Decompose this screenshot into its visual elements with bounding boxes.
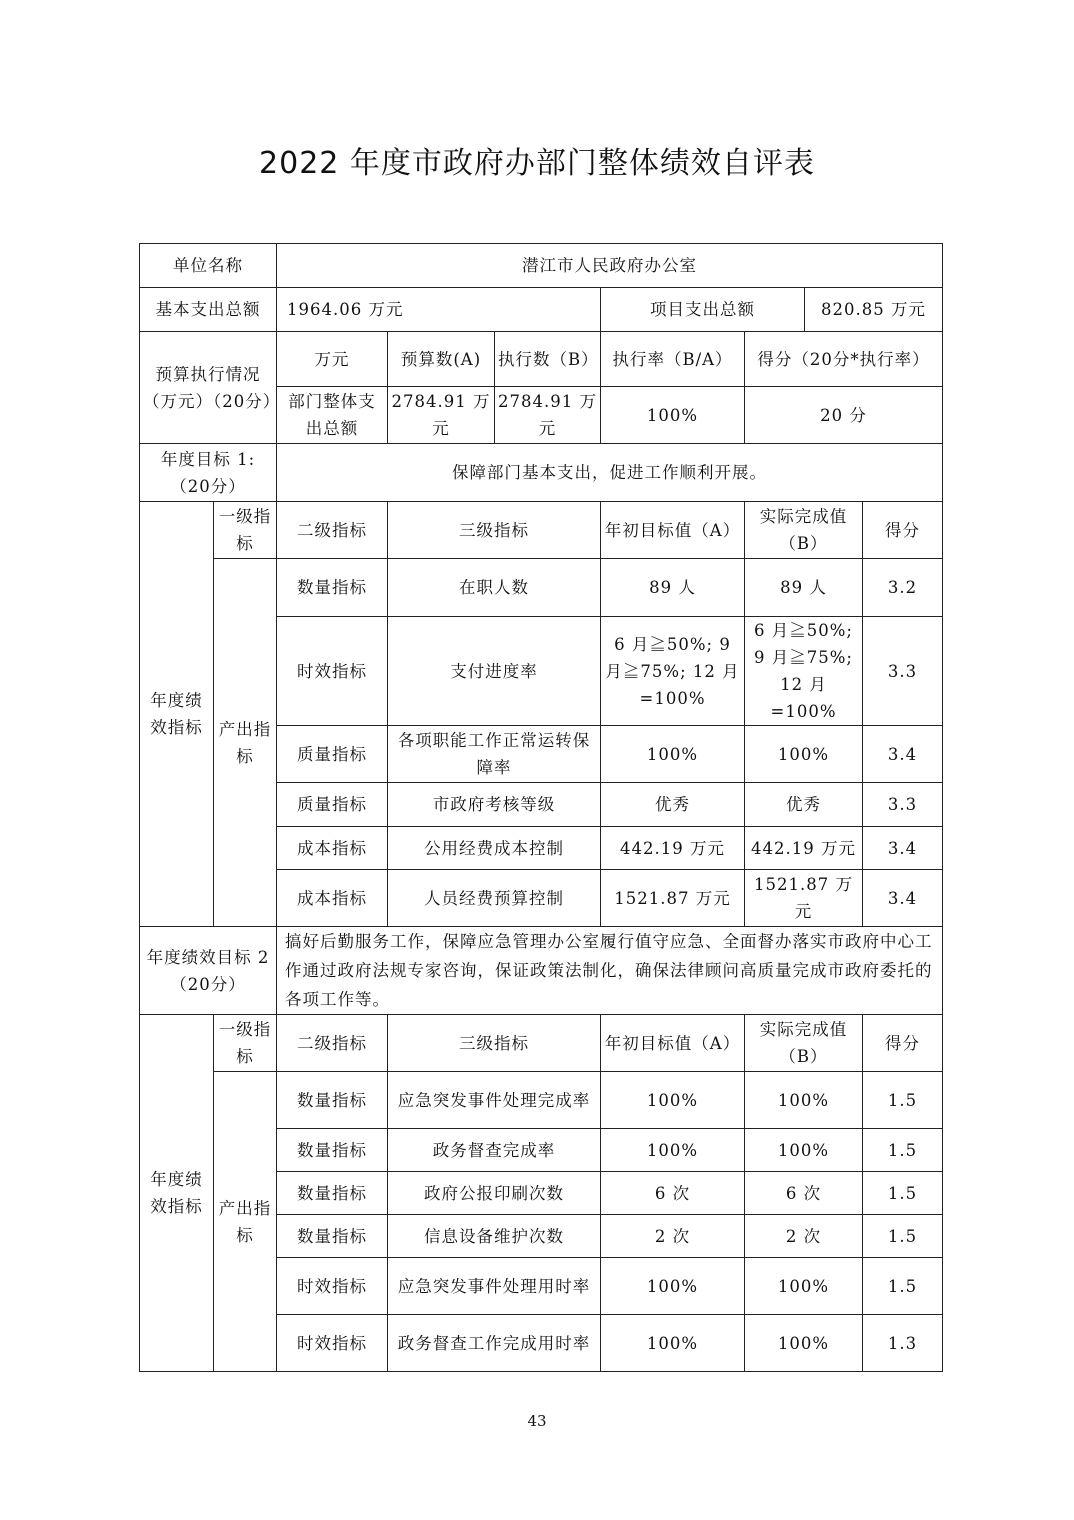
- table-cell: 各项职能工作正常运转保障率: [388, 726, 601, 783]
- table-cell: 在职人数: [388, 559, 601, 617]
- budget-header: 执行数（B）: [495, 332, 601, 387]
- table-cell: 应急突发事件处理用时率: [388, 1258, 601, 1315]
- table-cell: 100%: [745, 1072, 863, 1129]
- table-cell: 100%: [601, 1129, 745, 1172]
- table-cell: 3.3: [863, 617, 943, 726]
- goal1-text: 保障部门基本支出，促进工作顺利开展。: [277, 444, 943, 502]
- table-cell: 质量指标: [277, 726, 388, 783]
- column-header: 三级指标: [388, 1015, 601, 1072]
- table-cell: 1.5: [863, 1215, 943, 1258]
- project-expense-label: 项目支出总额: [601, 288, 805, 332]
- table-cell: 1.5: [863, 1172, 943, 1215]
- column-header: 得分: [863, 502, 943, 559]
- column-header: 一级指标: [214, 502, 277, 559]
- budget-cell: 部门整体支出总额: [277, 387, 388, 444]
- table-row: [140, 559, 943, 617]
- basic-expense-value: 1964.06 万元: [277, 288, 601, 332]
- table-cell: 6 月≧50%; 9 月≧75%; 12 月=100%: [601, 617, 745, 726]
- document-title: 2022 年度市政府办部门整体绩效自评表: [259, 146, 815, 181]
- budget-cell: 20 分: [745, 387, 943, 444]
- unit-label: 单位名称: [140, 244, 277, 288]
- table-cell: 1.3: [863, 1315, 943, 1372]
- table-cell: 时效指标: [277, 1258, 388, 1315]
- level1-label: 产出指标: [214, 559, 277, 927]
- column-header: 年初目标值（A）: [601, 1015, 745, 1072]
- table-cell: 89 人: [601, 559, 745, 617]
- table-cell: 1.5: [863, 1258, 943, 1315]
- table-cell: 1521.87 万元: [745, 870, 863, 927]
- budget-cell: 2784.91 万元: [388, 387, 495, 444]
- table-cell: 成本指标: [277, 827, 388, 870]
- column-header: 年初目标值（A）: [601, 502, 745, 559]
- table-cell: 3.3: [863, 783, 943, 827]
- table-cell: 数量指标: [277, 559, 388, 617]
- table-cell: 100%: [745, 1315, 863, 1372]
- table-cell: 3.4: [863, 870, 943, 927]
- goal2-label: 年度绩效目标 2（20分）: [140, 927, 277, 1015]
- table-cell: 442.19 万元: [745, 827, 863, 870]
- table-cell: 支付进度率: [388, 617, 601, 726]
- table-cell: 89 人: [745, 559, 863, 617]
- table-cell: 数量指标: [277, 1215, 388, 1258]
- budget-header: 得分（20分*执行率）: [745, 332, 943, 387]
- table-cell: 时效指标: [277, 1315, 388, 1372]
- table-cell: 100%: [745, 1129, 863, 1172]
- table-cell: 时效指标: [277, 617, 388, 726]
- column-header: 一级指标: [214, 1015, 277, 1072]
- table-cell: 人员经费预算控制: [388, 870, 601, 927]
- table-cell: 100%: [745, 726, 863, 783]
- table-cell: 市政府考核等级: [388, 783, 601, 827]
- goal1-label: 年度目标 1:（20分）: [140, 444, 277, 502]
- table-cell: 政务督查工作完成用时率: [388, 1315, 601, 1372]
- table-cell: 数量指标: [277, 1172, 388, 1215]
- table-cell: 1521.87 万元: [601, 870, 745, 927]
- page-number: 43: [527, 1412, 547, 1430]
- column-header: 三级指标: [388, 502, 601, 559]
- table-cell: 2 次: [745, 1215, 863, 1258]
- table-cell: 100%: [601, 1072, 745, 1129]
- project-expense-value: 820.85 万元: [805, 288, 943, 332]
- table-row: [140, 1072, 943, 1129]
- table-cell: 6 次: [601, 1172, 745, 1215]
- table-cell: 3.2: [863, 559, 943, 617]
- column-header: 得分: [863, 1015, 943, 1072]
- table-cell: 100%: [601, 1315, 745, 1372]
- table-cell: 政务督查完成率: [388, 1129, 601, 1172]
- table-cell: 100%: [745, 1258, 863, 1315]
- table-cell: 6 月≧50%; 9 月≧75%; 12 月=100%: [745, 617, 863, 726]
- table-cell: 数量指标: [277, 1072, 388, 1129]
- table-cell: 100%: [601, 1258, 745, 1315]
- budget-cell: 100%: [601, 387, 745, 444]
- table-cell: 3.4: [863, 726, 943, 783]
- basic-expense-label: 基本支出总额: [140, 288, 277, 332]
- table-cell: 优秀: [601, 783, 745, 827]
- performance-table: [139, 243, 943, 1372]
- table-cell: 数量指标: [277, 1129, 388, 1172]
- table-cell: 成本指标: [277, 870, 388, 927]
- column-header: 实际完成值（B）: [745, 502, 863, 559]
- column-header: 二级指标: [277, 502, 388, 559]
- budget-header: 执行率（B/A）: [601, 332, 745, 387]
- column-header: 实际完成值（B）: [745, 1015, 863, 1072]
- budget-cell: 2784.91 万元: [495, 387, 601, 444]
- budget-label: 预算执行情况（万元）（20分）: [140, 332, 277, 444]
- table-cell: 1.5: [863, 1072, 943, 1129]
- level1-label: 产出指标: [214, 1072, 277, 1372]
- budget-header: 万元: [277, 332, 388, 387]
- table-cell: 政府公报印刷次数: [388, 1172, 601, 1215]
- section-label: 年度绩效指标: [140, 502, 214, 927]
- goal2-text: 搞好后勤服务工作，保障应急管理办公室履行值守应急、全面督办落实市政府中心工作通过政府法规专家咨询，保证政策法制化，确保法律顾问高质量完成市政府委托的各项工作等。: [277, 927, 943, 1015]
- table-cell: 3.4: [863, 827, 943, 870]
- section-label: 年度绩效指标: [140, 1015, 214, 1372]
- table-cell: 质量指标: [277, 783, 388, 827]
- table-cell: 优秀: [745, 783, 863, 827]
- table-cell: 100%: [601, 726, 745, 783]
- table-cell: 6 次: [745, 1172, 863, 1215]
- table-cell: 2 次: [601, 1215, 745, 1258]
- table-cell: 应急突发事件处理完成率: [388, 1072, 601, 1129]
- unit-value: 潜江市人民政府办公室: [277, 244, 943, 288]
- table-cell: 信息设备维护次数: [388, 1215, 601, 1258]
- table-cell: 1.5: [863, 1129, 943, 1172]
- table-cell: 公用经费成本控制: [388, 827, 601, 870]
- budget-header: 预算数(A): [388, 332, 495, 387]
- table-cell: 442.19 万元: [601, 827, 745, 870]
- column-header: 二级指标: [277, 1015, 388, 1072]
